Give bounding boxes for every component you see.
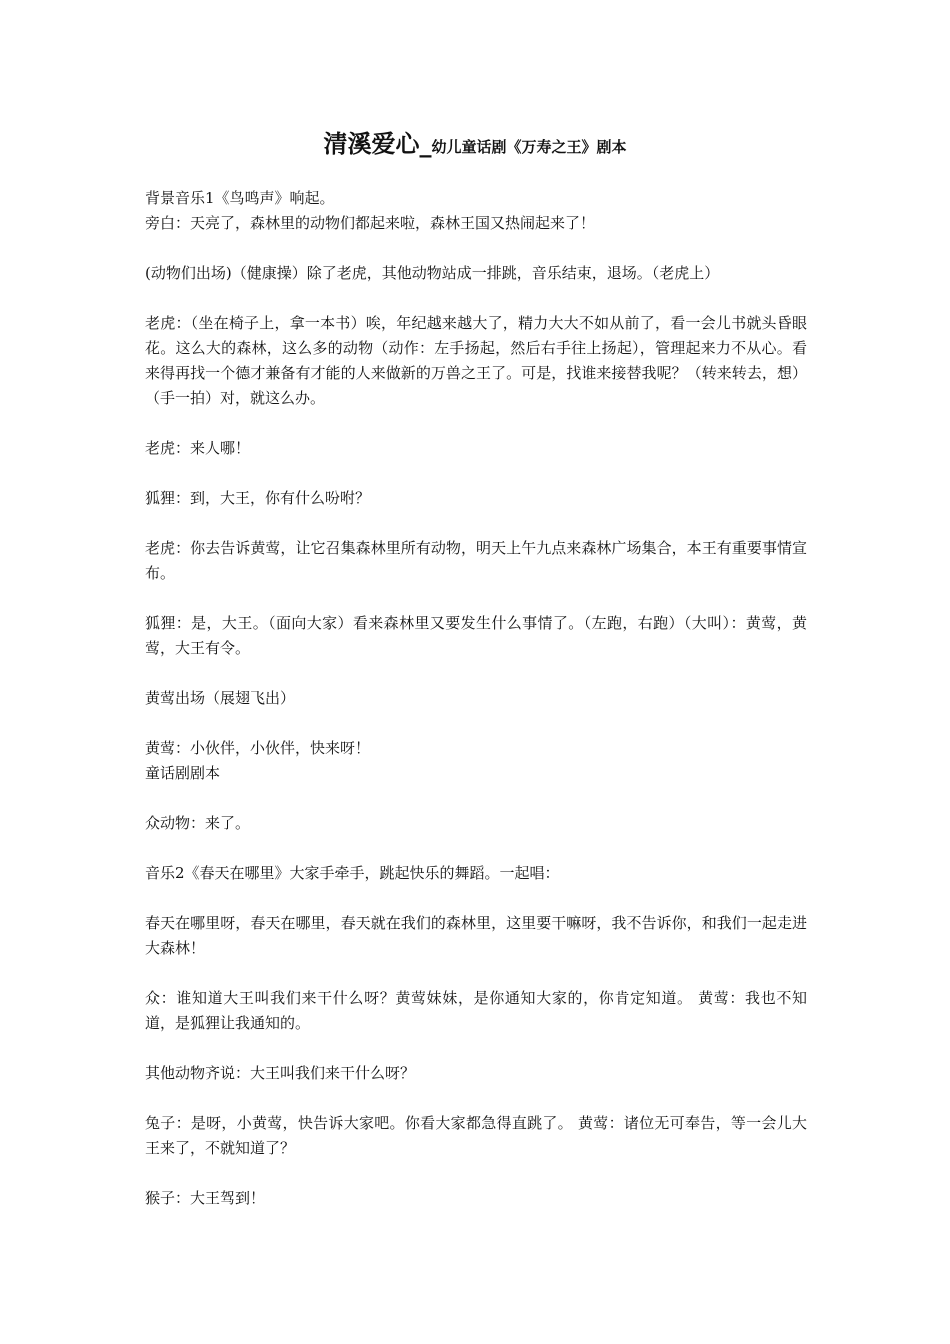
paragraph-dialogue: 猴子：大王驾到！ xyxy=(145,1189,266,1207)
paragraph-stage-direction: (动物们出场)（健康操）除了老虎，其他动物站成一排跳，音乐结束，退场。（老虎上） xyxy=(145,264,720,282)
paragraph-dialogue: 众：谁知道大王叫我们来干什么呀？黄莺妹妹，是你通知大家的，你肯定知道。 黄莺：我也不知道，是狐狸让我通知的。 xyxy=(145,989,807,1032)
paragraph-dialogue: 老虎：来人哪！ xyxy=(145,439,251,457)
paragraph-narration: 旁白：天亮了，森林里的动物们都起来啦，森林王国又热闹起来了！ xyxy=(145,214,596,232)
paragraph-dialogue: 老虎：你去告诉黄莺，让它召集森林里所有动物，明天上午九点来森林广场集合，本王有重要事情宣布。 xyxy=(145,539,807,582)
paragraph-stage-direction: 音乐2《春天在哪里》大家手牵手，跳起快乐的舞蹈。一起唱： xyxy=(145,864,560,882)
paragraph-dialogue: 狐狸：是，大王。（面向大家）看来森林里又要发生什么事情了。（左跑，右跑）（大叫）：黄莺，黄莺，大王有令。 xyxy=(145,614,807,657)
paragraph-dialogue: 老虎：（坐在椅子上，拿一本书）唉，年纪越来越大了，精力大大不如从前了，看一会儿书就头昏眼花。这么大的森林，这么多的动物（动作：左手扬起，然后右手往上扬起），管理起来力不从心。看来得再找一个德才兼备有才能的人来做新的万兽之王了。可是，找谁来接替我呢？（转来转去，想）（手一拍）对，就这么办。 xyxy=(145,314,807,407)
paragraph-dialogue: 兔子：是呀，小黄莺，快告诉大家吧。你看大家都急得直跳了。 黄莺：诸位无可奉告，等一会儿大王来了，不就知道了？ xyxy=(145,1114,807,1157)
paragraph-stage-direction: 黄莺出场（展翅飞出） xyxy=(145,689,296,707)
document-body xyxy=(145,186,807,1211)
document-title xyxy=(0,124,950,159)
paragraph-song-lyrics: 春天在哪里呀，春天在哪里，春天就在我们的森林里，这里要干嘛呀，我不告诉你，和我们一起走进大森林！ xyxy=(145,914,807,957)
paragraph-dialogue: 众动物：来了。 xyxy=(145,814,251,832)
paragraph-stage-direction: 背景音乐1《鸟鸣声》响起。 xyxy=(145,189,335,207)
title-subtitle: 幼儿童话剧《万寿之王》剧本 xyxy=(431,138,627,156)
paragraph-dialogue: 其他动物齐说：大王叫我们来干什么呀？ xyxy=(145,1064,416,1082)
title-main: 清溪爱心_ xyxy=(323,129,432,158)
paragraph-note: 童话剧剧本 xyxy=(145,764,221,782)
paragraph-dialogue: 黄莺：小伙伴，小伙伴，快来呀！ xyxy=(145,739,371,757)
paragraph-dialogue: 狐狸：到，大王，你有什么吩咐？ xyxy=(145,489,371,507)
